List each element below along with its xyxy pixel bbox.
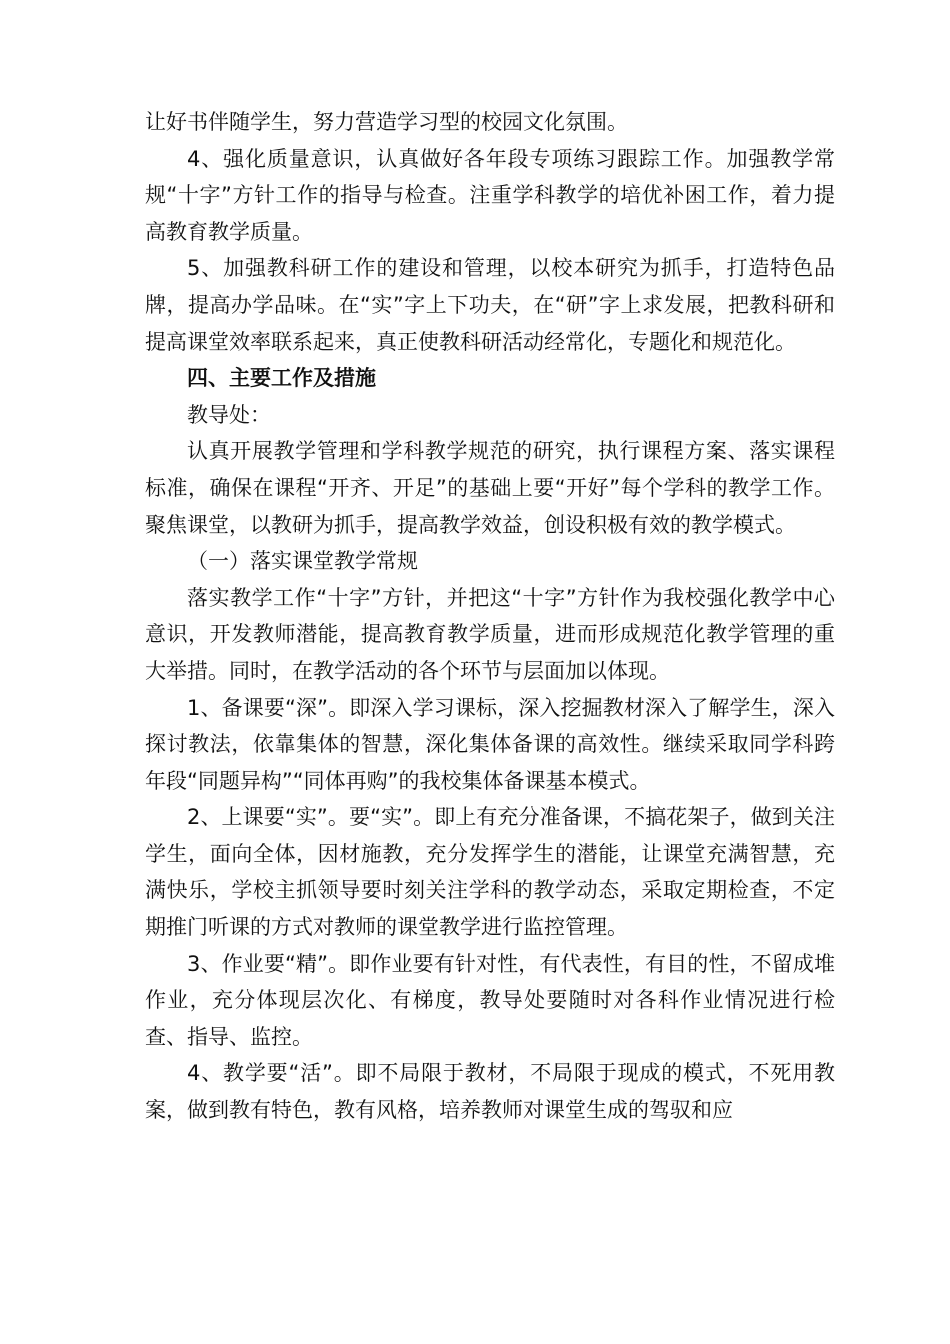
paragraph-item-5-research: 5、加强教科研工作的建设和管理，以校本研究为抓手，打造特色品牌，提高办学品味。在“实”字上下功夫，在“研”字上求发展，把教科研和提高课堂效率联系起来，真正使教科研活动经常化，专题化和规范化。 xyxy=(145,256,835,354)
paragraph-continuation: 让好书伴随学生，努力营造学习型的校园文化氛围。 xyxy=(145,110,628,134)
paragraph-intro: 认真开展教学管理和学科教学规范的研究，执行课程方案、落实课程标准，确保在课程“开齐、开足”的基础上要“开好”每个学科的教学工作。聚焦课堂，以教研为抓手，提高教学效益，创设积极有效的教学模式。 xyxy=(145,439,835,537)
document-body xyxy=(145,104,835,1129)
section-heading: 四、主要工作及措施 xyxy=(187,366,376,391)
paragraph-item-3-homework: 3、作业要“精”。即作业要有针对性，有代表性，有目的性，不留成堆作业，充分体现层次化、有梯度，教导处要随时对各科作业情况进行检查、指导、监控。 xyxy=(145,951,835,1049)
paragraph-item-4-quality: 4、强化质量意识，认真做好各年段专项练习跟踪工作。加强教学常规“十字”方针工作的指导与检查。注重学科教学的培优补困工作，着力提高教育教学质量。 xyxy=(145,146,835,244)
subsection-title: （一）落实课堂教学常规 xyxy=(187,549,418,574)
paragraph-item-4-teaching: 4、教学要“活”。即不局限于教材，不局限于现成的模式，不死用教案，做到教有特色，教有风格，培养教师对课堂生成的驾驭和应 xyxy=(145,1061,835,1123)
paragraph-item-2-class: 2、上课要“实”。要“实”。即上有充分准备课，不搞花架子，做到关注学生，面向全体，因材施教，充分发挥学生的潜能，让课堂充满智慧，充满快乐，学校主抓领导要时刻关注学科的教学动态，采取定期检查，不定期推门听课的方式对教师的课堂教学进行监控管理。 xyxy=(145,805,835,940)
paragraph-policy: 落实教学工作“十字”方针，并把这“十字”方针作为我校强化教学中心意识，开发教师潜能，提高教育教学质量，进而形成规范化教学管理的重大举措。同时，在教学活动的各个环节与层面加以体现。 xyxy=(145,585,835,683)
paragraph-item-1-prep: 1、备课要“深”。即深入学习课标，深入挖掘教材深入了解学生，深入探讨教法，依靠集体的智慧，深化集体备课的高效性。继续采取同学科跨年段“同题异构”“同体再购”的我校集体备课基本模式。 xyxy=(145,695,835,793)
subsection-label: 教导处： xyxy=(187,402,271,427)
